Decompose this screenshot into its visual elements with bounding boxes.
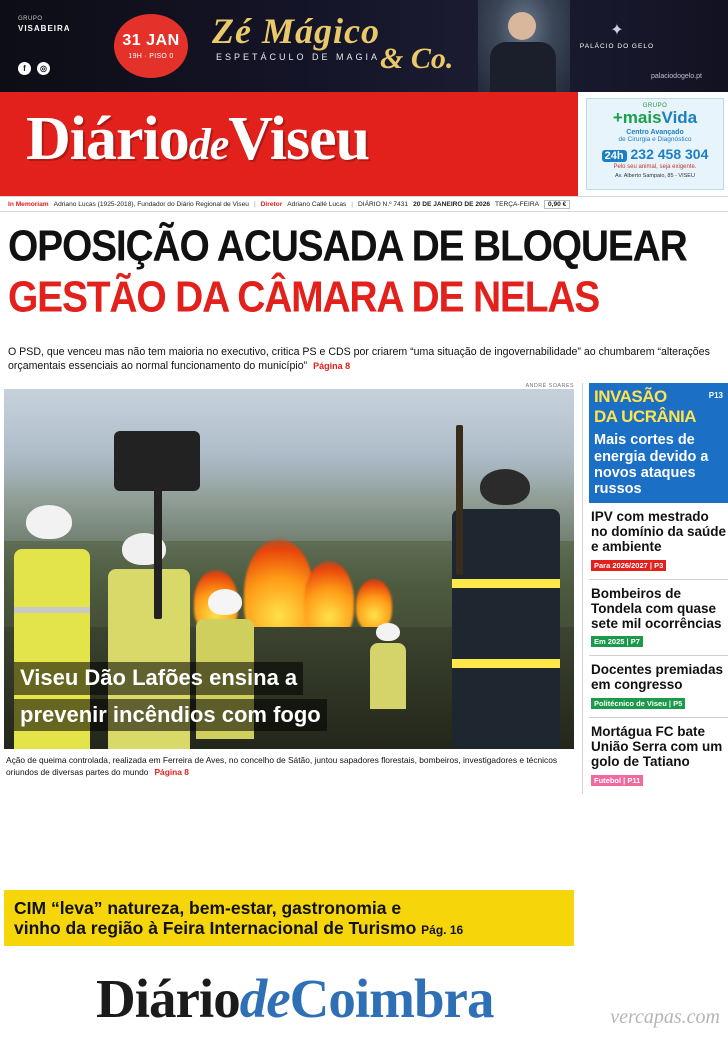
reflective-stripe xyxy=(452,659,560,668)
event-subtitle: ESPETÁCULO DE MAGIA xyxy=(216,52,381,62)
photo-headline-line1: Viseu Dão Lafões ensina a xyxy=(14,662,303,695)
watermark: vercapas.com xyxy=(610,1006,720,1028)
jacket xyxy=(370,643,406,709)
tool-handle xyxy=(154,489,162,619)
star-icon: ✦ xyxy=(610,22,624,39)
firefighter-4 xyxy=(366,623,410,709)
masthead-advertisement[interactable] xyxy=(586,98,724,190)
advertiser-name-label: VISABEIRA xyxy=(18,23,71,33)
sidebar-item-title: Bombeiros de Tondela com quase sete mil ocorrências xyxy=(591,585,722,631)
issue-weekday: TERÇA-FEIRA xyxy=(495,200,540,208)
ad-brand-mais: mais xyxy=(622,108,662,127)
sidebar-item-title: Mortágua FC bate União Serra com um golo de Tatiano xyxy=(591,724,723,769)
ad-brand xyxy=(587,109,723,126)
fire-beater-tool xyxy=(114,431,200,491)
sidebar-item-docentes[interactable] xyxy=(589,656,728,718)
sidebar-item-tag: Para 2026/2027 | P3 xyxy=(591,560,666,571)
in-memoriam-label: In Memoriam xyxy=(8,200,49,208)
director-label: Diretor xyxy=(260,200,283,208)
event-title: Zé Mágico xyxy=(212,11,380,51)
ad-line1: Centro Avançado xyxy=(626,129,684,136)
newspaper-logo xyxy=(26,105,370,173)
masthead xyxy=(0,92,728,196)
coimbra-logo xyxy=(96,967,493,1030)
sidebar-item-mortagua[interactable] xyxy=(589,718,728,794)
caption-page-ref[interactable]: Página 8 xyxy=(154,766,189,777)
photo-credit: ANDRÉ SOARES xyxy=(525,383,574,390)
in-memoriam-text: Adriano Lucas (1925-2018), Fundador do Diário Regional de Viseu xyxy=(53,200,249,208)
issue-price: 0,90 € xyxy=(544,200,570,209)
venue-logo xyxy=(580,20,654,50)
sidebar-feature-invasao[interactable] xyxy=(589,383,728,503)
ad-phone-number: 232 458 304 xyxy=(630,146,709,162)
lead-page-ref[interactable]: Página 8 xyxy=(313,361,351,372)
event-date-time: 19H · PISO 0 xyxy=(128,52,174,60)
separator-2: | xyxy=(351,200,354,208)
invasao-line1: INVASÃO xyxy=(594,387,667,407)
issue-info-strip xyxy=(0,196,728,212)
helmet-icon xyxy=(208,589,242,615)
sidebar-item-title: IPV com mestrado no domínio da saúde e ambiente xyxy=(591,509,727,555)
photo-headline-line2: prevenir incêndios com fogo xyxy=(14,699,327,732)
firefighter-5 xyxy=(446,469,566,749)
invasao-line2: DA UCRÂNIA xyxy=(594,407,697,427)
ad-brand-plus: + xyxy=(612,108,623,127)
ad-line2: de Cirurgia e Diagnóstico xyxy=(618,136,692,143)
ad-brand-vida: Vida xyxy=(661,108,698,127)
advertiser-logo xyxy=(18,16,71,34)
yellow-line2: vinho da região à Feira Internacional de Turismo xyxy=(14,918,417,938)
jacket xyxy=(452,509,560,749)
logo-de: de xyxy=(188,120,229,169)
reflective-stripe xyxy=(14,607,90,613)
sidebar-item-title: Docentes premiadas em congresso xyxy=(591,662,724,693)
yellow-page-ref[interactable]: Pág. 16 xyxy=(421,923,464,937)
caption-body: Ação de queima controlada, realizada em Ferreira de Aves, no concelho de Sátão, juntou sapadores florestais, bombeiros, investigadores e técnicos oriundos de diversas partes do mundo xyxy=(6,755,558,777)
director-name: Adriano Callé Lucas xyxy=(287,200,347,208)
facebook-icon[interactable]: f xyxy=(18,62,31,75)
event-date-badge xyxy=(114,14,188,78)
photo-headline xyxy=(14,662,327,735)
invasao-text: Mais cortes de energia devido a novos ataques russos xyxy=(594,432,709,498)
photo-caption-text xyxy=(6,755,572,778)
ad-hours-badge: 24h xyxy=(602,150,627,162)
tool-handle-2 xyxy=(456,425,463,575)
issue-date: 20 DE JANEIRO DE 2026 xyxy=(413,200,491,208)
headline-line2: GESTÃO DA CÂMARA DE NELAS xyxy=(8,274,600,323)
event-date-day: 31 JAN xyxy=(122,31,180,49)
lead-text: O PSD, que venceu mas não tem maioria no executivo, critica PS e CDS por criarem “uma situação de ingovernabilidade” ao chumbarem “alterações orçamentais essenciais ao normal funcionamento do município” xyxy=(8,345,710,373)
invasao-page-ref[interactable]: P13 xyxy=(708,391,723,401)
ad-slogan: Pelo seu animal, seja exigente. xyxy=(613,164,697,170)
sidebar-item-bombeiros[interactable] xyxy=(589,580,728,657)
instagram-icon[interactable]: ◎ xyxy=(37,62,50,75)
yellow-banner-text xyxy=(14,898,463,938)
sidebar-item-ipv[interactable] xyxy=(589,503,728,580)
ad-address: Av. Alberto Sampaio, 85 - VISEU xyxy=(615,173,695,179)
headline-lead xyxy=(8,345,720,374)
main-photo xyxy=(4,389,574,749)
ad-group-label: GRUPO xyxy=(642,103,668,109)
social-icons[interactable] xyxy=(18,62,50,75)
helmet-icon xyxy=(480,469,530,505)
issue-number: DIÁRIO N.º 7431 xyxy=(358,200,409,208)
venue-website[interactable]: palaciodogelo.pt xyxy=(651,73,702,80)
sidebar-item-tag: Em 2025 | P7 xyxy=(591,636,643,647)
yellow-promo-banner[interactable] xyxy=(4,890,574,946)
logo-part1: Diário xyxy=(26,105,189,173)
left-column xyxy=(0,383,578,778)
coimbra-logo-part2: Coimbra xyxy=(289,968,494,1029)
sidebar-item-tag: Politécnico de Viseu | P5 xyxy=(591,698,685,709)
coimbra-logo-part1: Diário xyxy=(96,968,240,1029)
bottom-masthead xyxy=(0,963,728,1051)
advertiser-group-label: GRUPO xyxy=(18,16,43,22)
sidebar-item-tag: Futebol | P11 xyxy=(591,775,643,786)
helmet-icon xyxy=(376,623,400,641)
right-column xyxy=(582,383,728,793)
yellow-line1: CIM “leva” natureza, bem-estar, gastronomia e xyxy=(14,897,402,918)
main-headline xyxy=(0,212,728,323)
logo-part2: Viseu xyxy=(228,105,370,173)
coimbra-logo-de: de xyxy=(239,968,290,1029)
magician-photo xyxy=(478,0,570,92)
helmet-icon xyxy=(26,505,72,539)
event-title-suffix: & Co. xyxy=(380,42,454,75)
ad-phone[interactable] xyxy=(587,146,723,162)
venue-name: PALÁCIO DO GELO xyxy=(579,43,654,50)
top-advertisement-banner[interactable] xyxy=(0,0,728,92)
headline-line1: OPOSIÇÃO ACUSADA DE BLOQUEAR xyxy=(8,222,687,271)
content-columns xyxy=(0,383,728,863)
separator-1: | xyxy=(253,200,256,208)
reflective-stripe xyxy=(452,579,560,588)
